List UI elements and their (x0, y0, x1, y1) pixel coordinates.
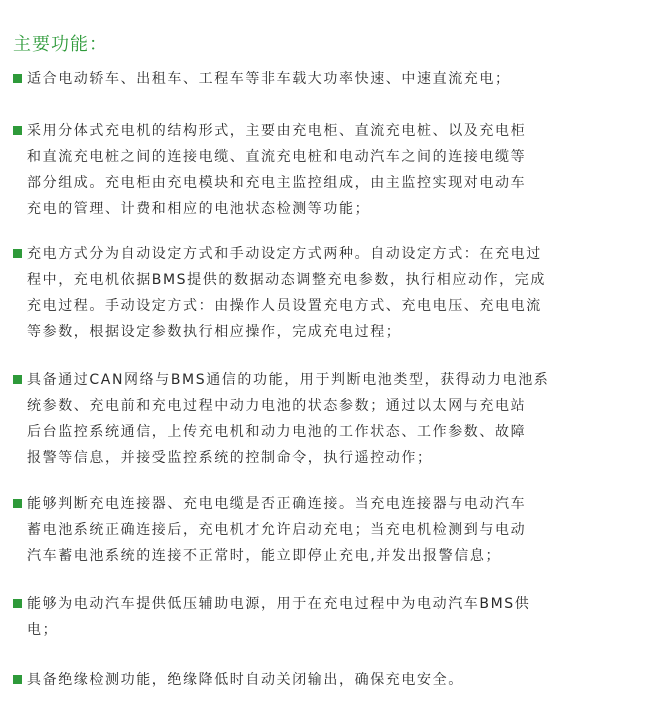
feature-text-line: 适合电动轿车、出租车、工程车等非车载大功率快速、中速直流充电； (27, 71, 511, 87)
feature-text-line: 采用分体式充电机的结构形式，主要由充电柜、直流充电桩、以及充电柜 (27, 123, 527, 139)
square-bullet-icon (13, 599, 22, 608)
feature-text-line: 等参数，根据设定参数执行相应操作，完成充电过程； (27, 324, 402, 340)
feature-text-line: 程中，充电机依据BMS提供的数据动态调整充电参数，执行相应动作，完成 (27, 272, 546, 288)
feature-text-line: 充电过程。手动设定方式：由操作人员设置充电方式、充电电压、充电电流 (27, 298, 542, 314)
feature-text-line: 能够判断充电连接器、充电电缆是否正确连接。当充电连接器与电动汽车 (27, 496, 527, 512)
feature-text-line: 蓄电池系统正确连接后，充电机才允许启动充电；当充电机检测到与电动 (27, 522, 527, 538)
feature-text-line: 部分组成。充电柜由充电模块和充电主监控组成，由主监控实现对电动车 (27, 175, 527, 191)
square-bullet-icon (13, 74, 22, 83)
feature-item-aux-power (13, 591, 603, 643)
feature-item-connection-detection (13, 491, 603, 569)
feature-item-charging-modes (13, 241, 603, 345)
feature-item-can-bms-communication (13, 367, 603, 471)
feature-text-line: 报警等信息，并接受监控系统的控制命令，执行遥控动作； (27, 450, 433, 466)
feature-text-line: 具备通过CAN网络与BMS通信的功能，用于判断电池类型，获得动力电池系 (27, 372, 550, 388)
feature-text-line: 和直流充电桩之间的连接电缆、直流充电桩和电动汽车之间的连接电缆等 (27, 149, 527, 165)
feature-text-line: 统参数、充电前和充电过程中动力电池的状态参数；通过以太网与充电站 (27, 398, 527, 414)
square-bullet-icon (13, 375, 22, 384)
square-bullet-icon (13, 675, 22, 684)
square-bullet-icon (13, 499, 22, 508)
square-bullet-icon (13, 249, 22, 258)
section-heading: 主要功能： (13, 34, 108, 55)
feature-text-line: 充电方式分为自动设定方式和手动设定方式两种。自动设定方式：在充电过 (27, 246, 542, 262)
feature-text-line: 充电的管理、计费和相应的电池状态检测等功能； (27, 201, 371, 217)
feature-text-line: 后台监控系统通信，上传充电机和动力电池的工作状态、工作参数、故障 (27, 424, 527, 440)
feature-item-split-structure (13, 118, 603, 222)
feature-text-line: 汽车蓄电池系统的连接不正常时，能立即停止充电,并发出报警信息； (27, 548, 502, 564)
feature-text-line: 电； (27, 622, 59, 638)
feature-item-ac-charging (13, 66, 603, 92)
feature-text-line: 能够为电动汽车提供低压辅助电源，用于在充电过程中为电动汽车BMS供 (27, 596, 531, 612)
feature-text-line: 具备绝缘检测功能，绝缘降低时自动关闭输出，确保充电安全。 (27, 672, 464, 688)
square-bullet-icon (13, 126, 22, 135)
feature-item-insulation-detection (13, 667, 603, 693)
